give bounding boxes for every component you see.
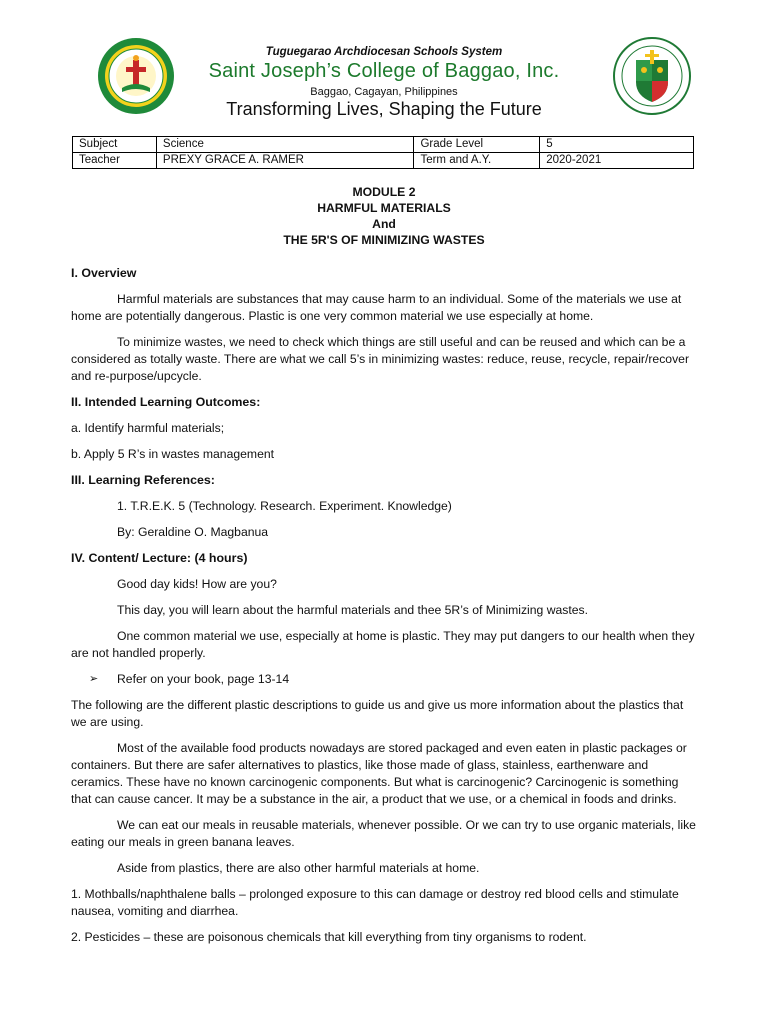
table-cell: 2020-2021 <box>540 153 694 169</box>
list-item: 1. T.R.E.K. 5 (Technology. Research. Experiment. Knowledge) <box>117 499 452 513</box>
paragraph: One common material we use, especially at home is plastic. They may put dangers to our health when they are not handled properly. <box>71 629 695 660</box>
system-name: Tuguegarao Archdiocesan Schools System <box>265 46 503 58</box>
module-title-line: And <box>372 217 396 231</box>
paragraph: We can eat our meals in reusable materials, whenever possible. Or we can try to use organic materials, like eating our meals in green banana leaves. <box>71 818 696 849</box>
subject-info-table <box>72 136 694 169</box>
section-heading-references: III. Learning References: <box>71 473 215 487</box>
paragraph: To minimize wastes, we need to check which things are still useful and can be reused and which can be a considered as totally waste. There are what we call 5’s in minimizing wastes: reduce, reuse, recycle, repair/recover and re-purpose/upcycle. <box>71 335 689 383</box>
table-cell: Teacher <box>73 153 157 169</box>
paragraph: Good day kids! How are you? <box>117 577 277 591</box>
paragraph: This day, you will learn about the harmful materials and thee 5R’s of Minimizing wastes. <box>117 603 589 617</box>
college-location: Baggao, Cagayan, Philippines <box>310 86 458 98</box>
module-content <box>71 184 697 946</box>
list-item: a. Identify harmful materials; <box>71 421 225 435</box>
bullet-text: Refer on your book, page 13-14 <box>117 672 290 686</box>
table-cell: Term and A.Y. <box>414 153 540 169</box>
module-title-line: HARMFUL MATERIALS <box>317 201 451 215</box>
section-heading-content: IV. Content/ Lecture: (4 hours) <box>71 551 248 565</box>
table-row <box>73 153 694 169</box>
reference-author: By: Geraldine O. Magbanua <box>117 525 269 539</box>
paragraph: Aside from plastics, there are also other harmful materials at home. <box>117 861 480 875</box>
table-cell: 5 <box>540 137 694 153</box>
college-motto: Transforming Lives, Shaping the Future <box>226 99 542 119</box>
module-title-line: MODULE 2 <box>352 185 416 199</box>
section-heading-learning-outcomes: II. Intended Learning Outcomes: <box>71 395 261 409</box>
list-item: 1. Mothballs/naphthalene balls – prolonged exposure to this can damage or destroy red blood cells and stimulate nausea, vomiting and diarrhea. <box>71 887 679 918</box>
list-item: b. Apply 5 R’s in wastes management <box>71 447 275 461</box>
arrow-bullet-icon: ➢ <box>89 673 99 685</box>
paragraph: The following are the different plastic descriptions to guide us and give us more information about the plastics that we are using. <box>71 698 684 729</box>
table-cell: Subject <box>73 137 157 153</box>
section-heading-overview: I. Overview <box>71 266 137 280</box>
list-item: 2. Pesticides – these are poisonous chemicals that kill everything from tiny organisms to rodent. <box>71 930 587 944</box>
table-row <box>73 137 694 153</box>
module-title-line: THE 5R'S OF MINIMIZING WASTES <box>283 233 485 247</box>
table-cell: Science <box>156 137 414 153</box>
paragraph: Most of the available food products nowadays are stored packaged and even eaten in plastic packages or containers. But there are safer alternatives to plastics, like those made of glass, stainless, earthenware and ceramics. These have no known carcinogenic components. But what is carcinogenic? Carcinogenic is something that can cause cancer. It may be a substance in the air, a product that we use, or a chemical in foods and drinks. <box>71 741 687 806</box>
table-cell: PREXY GRACE A. RAMER <box>156 153 414 169</box>
table-cell: Grade Level <box>414 137 540 153</box>
list-item <box>71 671 697 688</box>
archdiocesan-schools-seal-icon <box>612 36 692 116</box>
paragraph: Harmful materials are substances that may cause harm to an individual. Some of the materials we use at home are potentially dangerous. Plastic is one very common material we use especially at home. <box>71 292 682 323</box>
college-name: Saint Joseph’s College of Baggao, Inc. <box>208 60 560 82</box>
